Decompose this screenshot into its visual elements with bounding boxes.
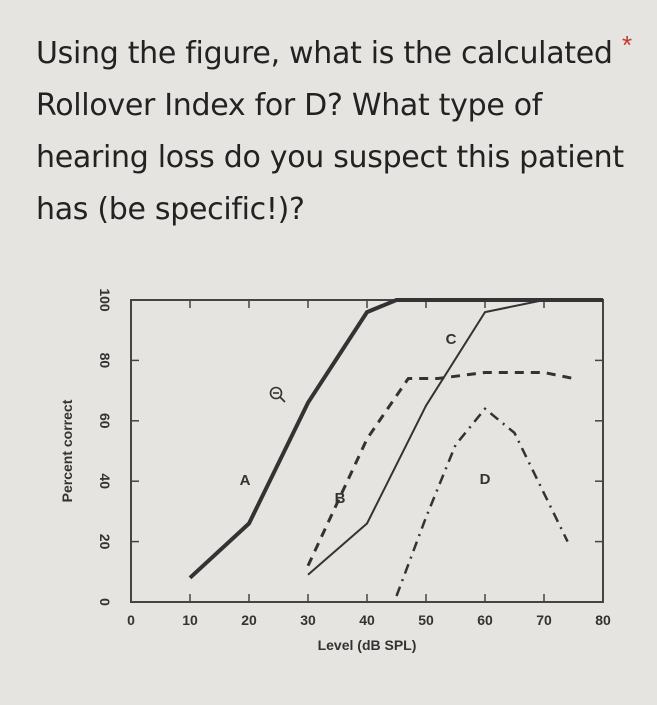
series-a-label: A — [239, 472, 251, 489]
required-marker: * — [622, 30, 633, 60]
y-tick-label: 0 — [97, 598, 113, 606]
x-tick-label: 20 — [241, 612, 257, 628]
y-tick-label: 80 — [97, 352, 113, 369]
series-a-line — [190, 300, 603, 578]
question-text: Using the figure, what is the calculated Rollover Index for D? What type of hearing loss do you suspect this patient has (be specific!)? — [36, 36, 624, 227]
y-tick-label: 40 — [97, 473, 113, 489]
x-tick-label: 30 — [300, 612, 316, 628]
x-tick-label: 80 — [595, 612, 611, 628]
x-tick-label: 50 — [418, 612, 434, 628]
chart — [0, 270, 657, 700]
y-tick-label: 60 — [97, 413, 113, 429]
x-tick-label: 0 — [127, 612, 135, 628]
x-tick-label: 40 — [359, 612, 375, 628]
x-axis-title: Level (dB SPL) — [317, 637, 417, 653]
series-b-label: B — [334, 490, 346, 507]
x-tick-label: 70 — [536, 612, 552, 628]
x-tick-label: 60 — [477, 612, 493, 628]
series-d-label: D — [479, 471, 491, 488]
series-c-label: C — [445, 331, 457, 348]
y-tick-label: 20 — [97, 533, 113, 550]
x-tick-label: 10 — [182, 612, 198, 628]
plot-frame — [131, 300, 603, 602]
series-d-line — [397, 409, 568, 596]
figure — [0, 270, 657, 700]
y-axis-title: Percent correct — [59, 399, 75, 503]
series-b-line — [308, 373, 574, 566]
zoom-out-icon[interactable] — [271, 388, 286, 403]
y-tick-label: 100 — [97, 288, 113, 312]
